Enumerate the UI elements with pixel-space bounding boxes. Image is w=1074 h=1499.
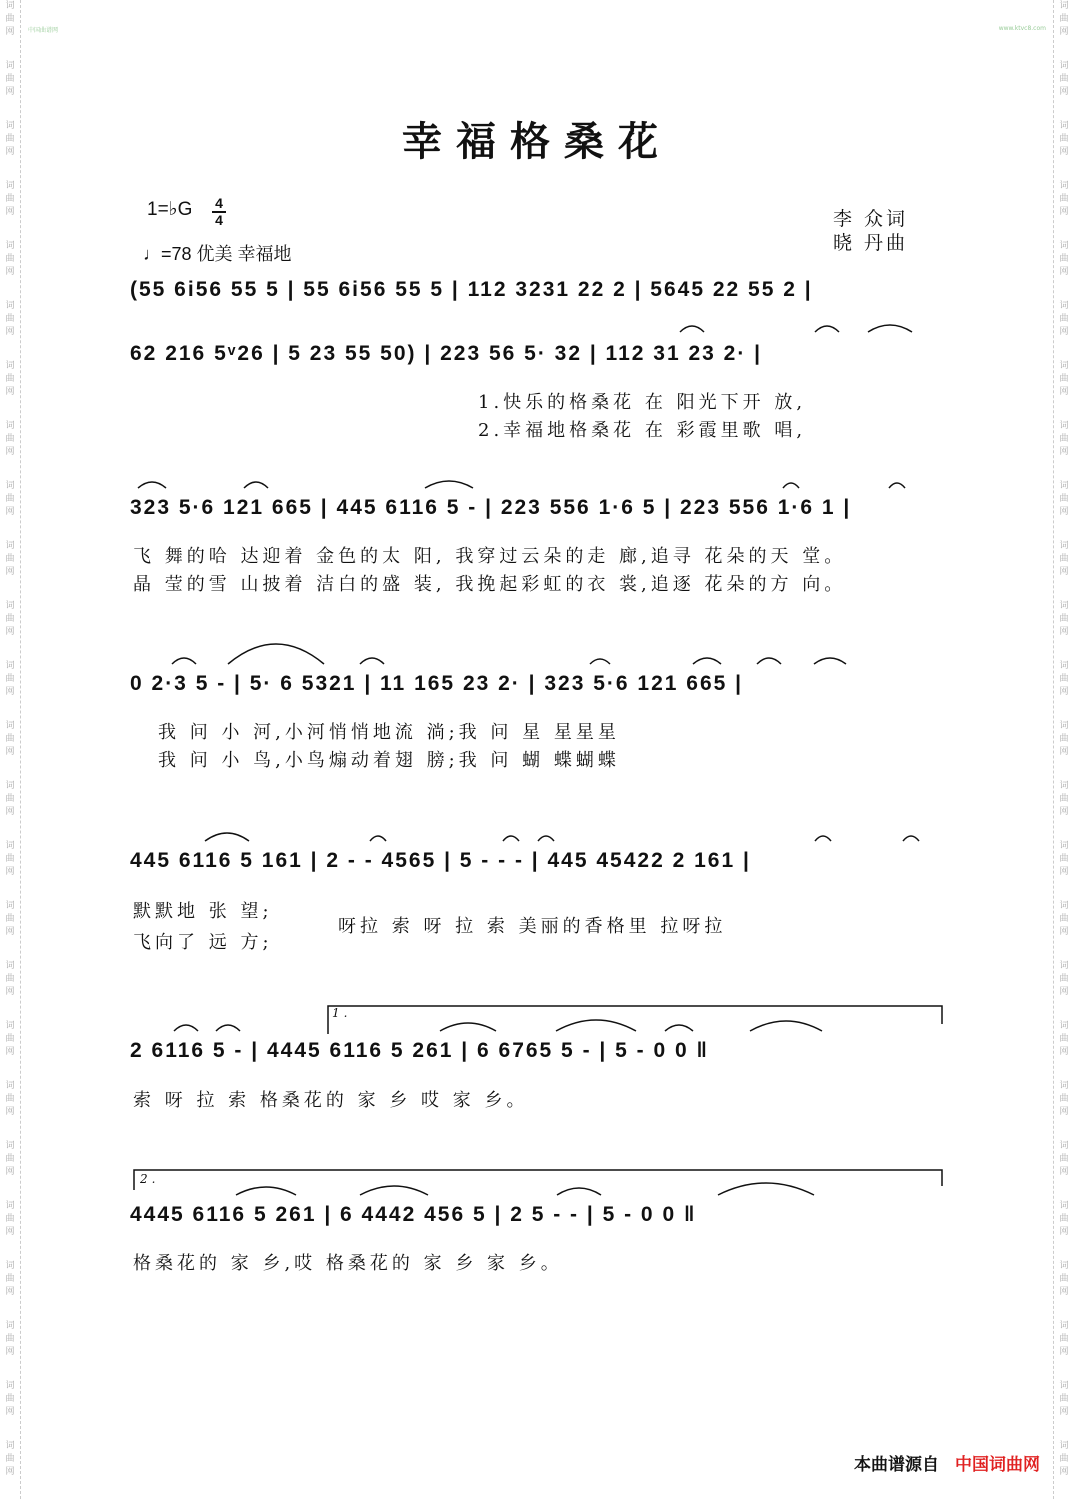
- watermark-char: 词: [5, 841, 15, 851]
- watermark-char: 曲: [5, 74, 15, 84]
- watermark-char: 词: [1059, 481, 1069, 491]
- watermark-block: [0, 0, 20, 39]
- lyric-line-2b: 2.幸福地格桑花 在 彩霞里歌 唱,: [478, 420, 807, 441]
- volta-1-label: 1.: [332, 1006, 352, 1020]
- watermark-char: 词: [1059, 601, 1069, 611]
- small-watermark-left: 中国曲谱网: [28, 27, 59, 34]
- watermark-char: 曲: [5, 374, 15, 384]
- watermark-block: [0, 720, 20, 759]
- watermark-char: 曲: [5, 1394, 15, 1404]
- watermark-char: 曲: [1059, 14, 1069, 24]
- watermark-char: 网: [5, 87, 15, 97]
- lyric-line-3a: 飞 舞的哈 达迎着 金色的太 阳, 我穿过云朵的走 廊,追寻 花朵的天 堂。: [133, 546, 847, 567]
- watermark-char: 曲: [5, 254, 15, 264]
- watermark-block: [0, 420, 20, 459]
- watermark-char: 网: [1059, 267, 1069, 277]
- watermark-char: 词: [5, 721, 15, 731]
- watermark-char: 词: [1059, 1321, 1069, 1331]
- watermark-char: 词: [1059, 361, 1069, 371]
- watermark-char: 词: [5, 901, 15, 911]
- watermark-char: 词: [5, 1, 15, 11]
- lyric-line-5c: 呀拉 索 呀 拉 索 美丽的香格里 拉呀拉: [338, 916, 727, 937]
- watermark-char: 网: [5, 987, 15, 997]
- watermark-char: 词: [1059, 1021, 1069, 1031]
- watermark-char: 词: [1059, 1261, 1069, 1271]
- watermark-char: 曲: [1059, 1274, 1069, 1284]
- watermark-char: 网: [5, 1467, 15, 1477]
- watermark-char: 曲: [1059, 74, 1069, 84]
- watermark-char: 词: [1059, 181, 1069, 191]
- watermark-char: 词: [1059, 1141, 1069, 1151]
- watermark-block: [0, 240, 20, 279]
- watermark-char: 曲: [1059, 1454, 1069, 1464]
- watermark-char: 网: [5, 507, 15, 517]
- watermark-char: 曲: [5, 1094, 15, 1104]
- watermark-char: 网: [1059, 447, 1069, 457]
- lyric-line-3b: 晶 莹的雪 山披着 洁白的盛 装, 我挽起彩虹的衣 裳,追逐 花朵的方 向。: [133, 574, 847, 595]
- watermark-char: 网: [5, 567, 15, 577]
- watermark-char: 词: [5, 661, 15, 671]
- watermark-char: 网: [5, 1047, 15, 1057]
- watermark-char: 曲: [5, 314, 15, 324]
- lyric-line-7: 格桑花的 家 乡,哎 格桑花的 家 乡 家 乡。: [133, 1253, 563, 1274]
- watermark-char: 词: [1059, 901, 1069, 911]
- watermark-char: 词: [1059, 961, 1069, 971]
- watermark-char: 网: [5, 1227, 15, 1237]
- lyric-line-4a: 我 问 小 河,小河悄悄地流 淌;我 问 星 星星星: [158, 722, 620, 743]
- watermark-char: 词: [5, 301, 15, 311]
- watermark-char: 网: [1059, 147, 1069, 157]
- watermark-char: 网: [1059, 687, 1069, 697]
- watermark-char: 词: [5, 601, 15, 611]
- watermark-char: 网: [1059, 1467, 1069, 1477]
- watermark-char: 曲: [5, 14, 15, 24]
- watermark-char: 曲: [5, 1154, 15, 1164]
- watermark-char: 曲: [1059, 374, 1069, 384]
- watermark-block: [1054, 480, 1074, 519]
- watermark-char: 网: [5, 867, 15, 877]
- watermark-char: 曲: [5, 134, 15, 144]
- watermark-char: 词: [5, 1081, 15, 1091]
- watermark-char: 词: [5, 1441, 15, 1451]
- watermark-block: [0, 780, 20, 819]
- score-line-3: 323 5·6 121 665 | 445 6116 5 - | 223 556 1·6 5 | 223 556 1·6 1 |: [130, 496, 852, 519]
- lyric-line-5a: 默默地 张 望;: [133, 901, 273, 922]
- watermark-block: [0, 1320, 20, 1359]
- watermark-char: 词: [5, 541, 15, 551]
- watermark-char: 网: [5, 387, 15, 397]
- watermark-block: [0, 540, 20, 579]
- watermark-char: 词: [1059, 1, 1069, 11]
- watermark-char: 词: [1059, 1081, 1069, 1091]
- time-signature: [212, 196, 226, 228]
- watermark-block: [0, 1380, 20, 1419]
- lyric-line-4b: 我 问 小 鸟,小鸟煽动着翅 膀;我 问 蝴 蝶蝴蝶: [158, 750, 620, 771]
- watermark-char: 网: [1059, 1167, 1069, 1177]
- watermark-char: 词: [1059, 61, 1069, 71]
- lyric-line-5b: 飞向了 远 方;: [133, 932, 273, 953]
- watermark-char: 曲: [1059, 434, 1069, 444]
- watermark-block: [1054, 180, 1074, 219]
- watermark-block: [1054, 0, 1074, 39]
- watermark-block: [1054, 300, 1074, 339]
- watermark-block: [1054, 1020, 1074, 1059]
- watermark-char: 网: [5, 1287, 15, 1297]
- score-line-6: 2 6116 5 - | 4445 6116 5 261 | 6 6765 5 - | 5 - 0 0 ‖: [130, 1039, 709, 1062]
- watermark-char: 曲: [1059, 614, 1069, 624]
- composer-credit: 晓 丹曲: [833, 232, 909, 254]
- watermark-char: 曲: [5, 914, 15, 924]
- watermark-block: [1054, 1440, 1074, 1479]
- watermark-char: 网: [5, 927, 15, 937]
- watermark-char: 网: [1059, 1227, 1069, 1237]
- watermark-block: [0, 1020, 20, 1059]
- watermark-char: 网: [5, 1407, 15, 1417]
- watermark-block: [1054, 900, 1074, 939]
- watermark-char: 网: [1059, 327, 1069, 337]
- watermark-block: [0, 960, 20, 999]
- watermark-char: 网: [5, 1347, 15, 1357]
- watermark-block: [0, 1260, 20, 1299]
- watermark-char: 曲: [1059, 1154, 1069, 1164]
- watermark-char: 网: [5, 807, 15, 817]
- watermark-block: [0, 660, 20, 699]
- watermark-char: 网: [1059, 507, 1069, 517]
- watermark-char: 词: [5, 181, 15, 191]
- watermark-block: [1054, 960, 1074, 999]
- watermark-block: [0, 60, 20, 99]
- watermark-block: [0, 1080, 20, 1119]
- watermark-char: 曲: [5, 614, 15, 624]
- watermark-char: 词: [5, 481, 15, 491]
- watermark-char: 词: [5, 361, 15, 371]
- watermark-char: 曲: [1059, 1214, 1069, 1224]
- watermark-char: 词: [5, 241, 15, 251]
- watermark-char: 网: [5, 327, 15, 337]
- footer-label: 本曲谱源自: [854, 1455, 939, 1475]
- watermark-char: 网: [1059, 1107, 1069, 1117]
- watermark-char: 曲: [1059, 974, 1069, 984]
- meter-top: 4: [212, 196, 226, 213]
- watermark-block: [1054, 1140, 1074, 1179]
- footer-site-link[interactable]: 中国词曲网: [955, 1455, 1040, 1475]
- tempo-marking: ♩=78 优美 幸福地: [143, 244, 292, 264]
- lyric-line-2a: 1.快乐的格桑花 在 阳光下开 放,: [478, 392, 807, 413]
- watermark-block: [1054, 420, 1074, 459]
- watermark-char: 词: [5, 1141, 15, 1151]
- watermark-char: 词: [1059, 421, 1069, 431]
- watermark-char: 曲: [5, 1334, 15, 1344]
- watermark-block: [1054, 600, 1074, 639]
- watermark-char: 曲: [5, 734, 15, 744]
- watermark-char: 网: [1059, 1047, 1069, 1057]
- watermark-char: 曲: [5, 194, 15, 204]
- watermark-char: 曲: [1059, 734, 1069, 744]
- watermark-char: 词: [5, 781, 15, 791]
- watermark-char: 词: [5, 961, 15, 971]
- left-watermark-strip: [0, 0, 21, 1499]
- watermark-char: 网: [5, 147, 15, 157]
- watermark-block: [0, 900, 20, 939]
- volta-2-label: 2.: [140, 1172, 160, 1186]
- watermark-char: 词: [5, 421, 15, 431]
- watermark-char: 网: [1059, 927, 1069, 937]
- watermark-char: 网: [1059, 207, 1069, 217]
- song-title: 幸福格桑花: [402, 118, 672, 165]
- watermark-block: [0, 840, 20, 879]
- watermark-block: [1054, 1200, 1074, 1239]
- watermark-char: 曲: [5, 1214, 15, 1224]
- watermark-char: 曲: [1059, 194, 1069, 204]
- watermark-char: 词: [1059, 721, 1069, 731]
- watermark-char: 网: [1059, 387, 1069, 397]
- watermark-char: 曲: [1059, 1394, 1069, 1404]
- watermark-block: [1054, 540, 1074, 579]
- watermark-char: 曲: [5, 1454, 15, 1464]
- watermark-char: 网: [1059, 747, 1069, 757]
- source-footer: [854, 1450, 1040, 1475]
- watermark-char: 网: [1059, 627, 1069, 637]
- watermark-char: 网: [5, 627, 15, 637]
- watermark-char: 词: [5, 1201, 15, 1211]
- watermark-char: 词: [1059, 1441, 1069, 1451]
- watermark-char: 曲: [5, 854, 15, 864]
- watermark-block: [1054, 1380, 1074, 1419]
- watermark-char: 词: [1059, 841, 1069, 851]
- score-line-1: (55 6i56 55 5 | 55 6i56 55 5 | 112 3231 22 2 | 5645 22 55 2 |: [130, 278, 813, 301]
- watermark-char: 网: [1059, 1287, 1069, 1297]
- watermark-char: 曲: [5, 794, 15, 804]
- watermark-char: 词: [1059, 1201, 1069, 1211]
- watermark-char: 网: [1059, 987, 1069, 997]
- watermark-char: 曲: [5, 974, 15, 984]
- watermark-char: 网: [1059, 567, 1069, 577]
- watermark-char: 词: [5, 1021, 15, 1031]
- right-watermark-strip: [1053, 0, 1074, 1499]
- score-line-7: 4445 6116 5 261 | 6 4442 456 5 | 2 5 - - | 5 - 0 0 ‖: [130, 1203, 697, 1226]
- watermark-block: [0, 1440, 20, 1479]
- watermark-char: 网: [5, 267, 15, 277]
- score-line-5: 445 6116 5 161 | 2 - - 4565 | 5 - - - | 445 45422 2 161 |: [130, 849, 751, 872]
- score-line-2: 62 216 5ᵛ26 | 5 23 55 50) | 223 56 5· 32 | 112 31 23 2· |: [130, 342, 763, 365]
- lyric-line-6: 索 呀 拉 索 格桑花的 家 乡 哎 家 乡。: [133, 1090, 529, 1111]
- watermark-char: 曲: [1059, 1334, 1069, 1344]
- watermark-char: 曲: [5, 554, 15, 564]
- small-watermark-right: www.ktvc8.com: [998, 25, 1046, 32]
- watermark-char: 词: [5, 1261, 15, 1271]
- watermark-char: 词: [1059, 1381, 1069, 1391]
- watermark-block: [0, 1200, 20, 1239]
- watermark-block: [1054, 240, 1074, 279]
- watermark-char: 网: [5, 447, 15, 457]
- watermark-char: 曲: [1059, 254, 1069, 264]
- watermark-char: 网: [5, 27, 15, 37]
- watermark-block: [1054, 660, 1074, 699]
- watermark-char: 词: [1059, 781, 1069, 791]
- watermark-block: [1054, 840, 1074, 879]
- watermark-char: 曲: [1059, 134, 1069, 144]
- watermark-char: 曲: [5, 674, 15, 684]
- watermark-char: 曲: [5, 434, 15, 444]
- watermark-char: 曲: [5, 1034, 15, 1044]
- watermark-char: 网: [1059, 87, 1069, 97]
- watermark-block: [1054, 1260, 1074, 1299]
- watermark-char: 词: [1059, 241, 1069, 251]
- lyricist-credit: 李 众词: [833, 208, 909, 230]
- watermark-char: 网: [1059, 807, 1069, 817]
- watermark-char: 词: [5, 121, 15, 131]
- watermark-block: [0, 360, 20, 399]
- watermark-char: 曲: [1059, 794, 1069, 804]
- watermark-char: 曲: [1059, 314, 1069, 324]
- watermark-char: 曲: [1059, 1094, 1069, 1104]
- watermark-char: 曲: [5, 494, 15, 504]
- watermark-char: 曲: [5, 1274, 15, 1284]
- watermark-block: [1054, 720, 1074, 759]
- watermark-block: [1054, 360, 1074, 399]
- watermark-char: 网: [1059, 1407, 1069, 1417]
- watermark-block: [0, 480, 20, 519]
- score-line-4: 0 2·3 5 - | 5· 6 5321 | 11 165 23 2· | 323 5·6 121 665 |: [130, 672, 744, 695]
- watermark-char: 词: [1059, 121, 1069, 131]
- watermark-char: 词: [5, 1381, 15, 1391]
- watermark-block: [1054, 60, 1074, 99]
- watermark-char: 网: [1059, 867, 1069, 877]
- watermark-block: [0, 1140, 20, 1179]
- watermark-char: 词: [1059, 301, 1069, 311]
- watermark-char: 网: [1059, 1347, 1069, 1357]
- watermark-char: 曲: [1059, 494, 1069, 504]
- watermark-char: 词: [5, 61, 15, 71]
- watermark-char: 曲: [1059, 674, 1069, 684]
- watermark-char: 网: [1059, 27, 1069, 37]
- key-signature: 1=♭G: [147, 199, 193, 220]
- watermark-block: [0, 300, 20, 339]
- watermark-char: 词: [1059, 661, 1069, 671]
- watermark-char: 曲: [1059, 914, 1069, 924]
- watermark-block: [1054, 1320, 1074, 1359]
- watermark-block: [0, 600, 20, 639]
- watermark-block: [1054, 1080, 1074, 1119]
- watermark-char: 曲: [1059, 1034, 1069, 1044]
- watermark-char: 词: [1059, 541, 1069, 551]
- watermark-char: 词: [5, 1321, 15, 1331]
- watermark-char: 曲: [1059, 854, 1069, 864]
- watermark-char: 网: [5, 1167, 15, 1177]
- meter-bottom: 4: [215, 212, 223, 228]
- watermark-char: 网: [5, 687, 15, 697]
- watermark-char: 网: [5, 207, 15, 217]
- watermark-char: 网: [5, 747, 15, 757]
- watermark-char: 曲: [1059, 554, 1069, 564]
- watermark-block: [1054, 780, 1074, 819]
- watermark-char: 网: [5, 1107, 15, 1117]
- watermark-block: [0, 180, 20, 219]
